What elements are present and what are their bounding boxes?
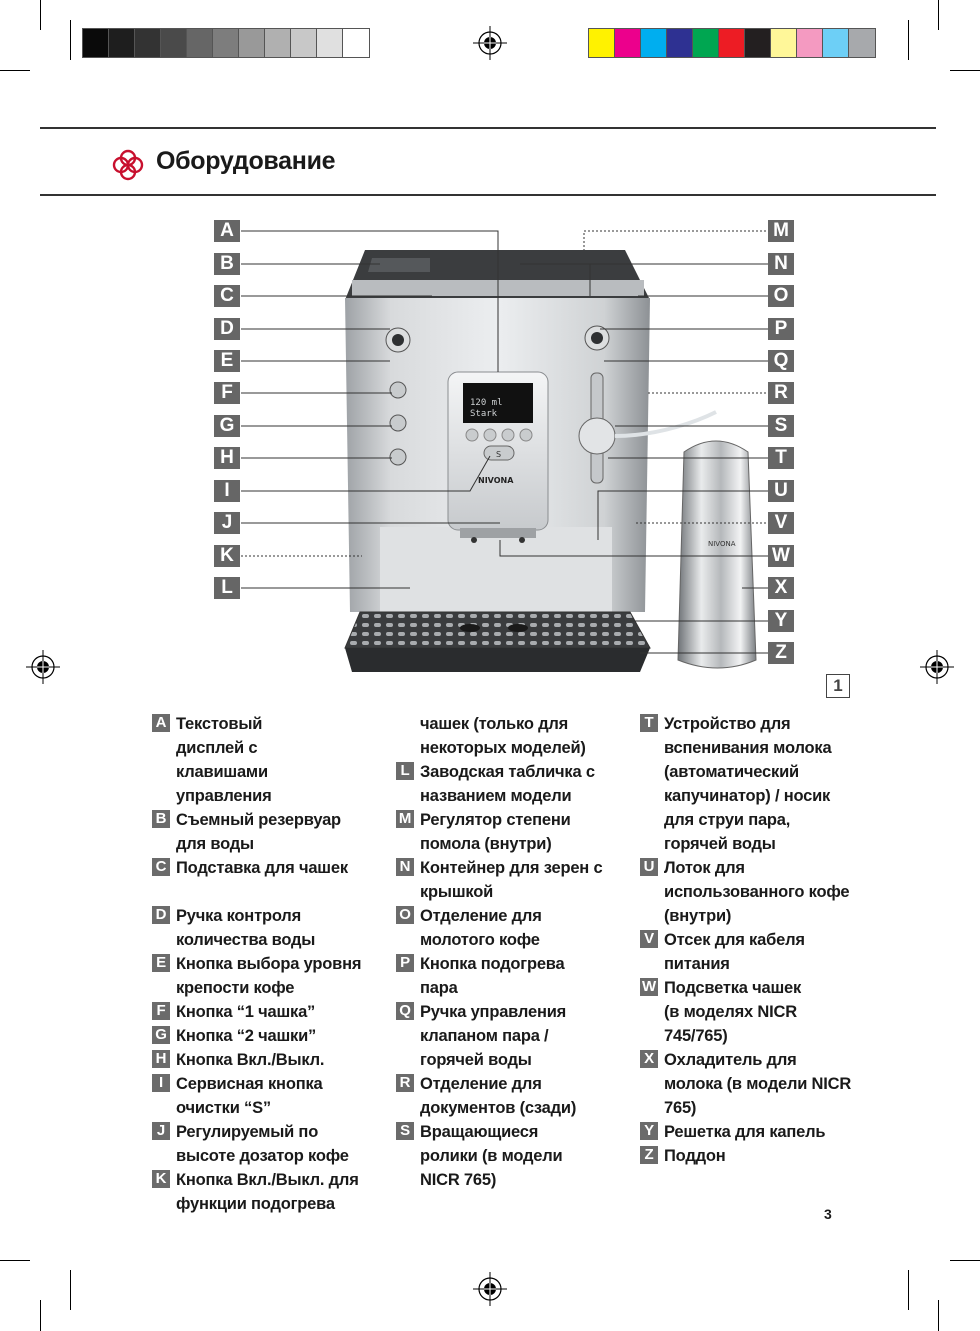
legend-spacer	[152, 880, 372, 904]
legend-letter: K	[152, 1170, 170, 1188]
legend-text: Отсек для кабеля питания	[664, 931, 805, 973]
s-button-label: S	[496, 450, 502, 459]
legend-text: Устройство для вспенивания молока (автоматический капучинатор) / носик для струи пара, горячей воды	[664, 715, 832, 853]
callout-label-o: O	[768, 285, 794, 307]
legend-item	[396, 904, 616, 952]
crop-mark	[70, 1270, 71, 1310]
crop-mark	[908, 1270, 909, 1310]
legend-letter: C	[152, 858, 170, 876]
legend-text: Ручка управления клапаном пара / горячей воды	[420, 1003, 567, 1069]
callout-label-r: R	[768, 382, 794, 404]
callout-label-e: E	[214, 350, 240, 372]
display-text-line2: Stark	[470, 409, 498, 419]
grayscale-calibration-bar	[82, 28, 370, 58]
crop-mark	[908, 20, 909, 60]
legend-text: Отделение для молотого кофе	[420, 907, 542, 949]
callout-label-q: Q	[768, 350, 794, 372]
legend-letter: Y	[640, 1122, 658, 1140]
legend-item	[396, 1000, 616, 1072]
callout-label-t: T	[768, 447, 794, 469]
legend-text: Кнопка подогрева пара	[420, 955, 565, 997]
crop-mark	[0, 70, 30, 71]
legend-letter: H	[152, 1050, 170, 1068]
legend-letter: E	[152, 954, 170, 972]
legend-text: Ручка контроля количества воды	[176, 907, 316, 949]
legend-letter: Z	[640, 1146, 658, 1164]
legend-text: Кнопка “2 чашки”	[176, 1027, 317, 1045]
color-calibration-bar	[588, 28, 876, 58]
crop-mark	[950, 1260, 980, 1261]
legend-item	[396, 712, 616, 760]
registration-mark-icon	[473, 26, 507, 60]
callout-label-y: Y	[768, 610, 794, 632]
legend-letter: N	[396, 858, 414, 876]
legend-item	[396, 1072, 616, 1120]
crop-mark	[0, 1260, 30, 1261]
legend-text: Контейнер для зерен с крышкой	[420, 859, 603, 901]
legend-letter: A	[152, 714, 170, 732]
legend-item	[152, 1120, 372, 1168]
legend-text: Кнопка выбора уровня крепости кофе	[176, 955, 362, 997]
legend-item	[152, 952, 372, 1000]
crop-mark	[938, 0, 939, 30]
legend-item	[396, 760, 616, 808]
legend-letter: W	[640, 978, 658, 996]
legend-letter: J	[152, 1122, 170, 1140]
legend-letter: T	[640, 714, 658, 732]
legend-item	[640, 1048, 860, 1120]
legend-letter: X	[640, 1050, 658, 1068]
callout-label-z: Z	[768, 642, 794, 664]
crop-mark	[40, 0, 41, 30]
legend-item	[640, 1144, 860, 1168]
callout-label-x: X	[768, 577, 794, 599]
legend-letter: Q	[396, 1002, 414, 1020]
legend-item	[396, 1120, 616, 1192]
legend-letter: F	[152, 1002, 170, 1020]
legend-text: Кнопка Вкл./Выкл.	[176, 1051, 325, 1069]
legend-item	[152, 1168, 372, 1216]
legend-item	[640, 1120, 860, 1144]
callout-label-h: H	[214, 447, 240, 469]
legend-letter: M	[396, 810, 414, 828]
page-title: Оборудование	[156, 147, 336, 175]
page-number: 3	[824, 1206, 832, 1222]
legend-item	[640, 856, 860, 928]
callout-label-i: I	[214, 480, 240, 502]
registration-mark-icon	[473, 1272, 507, 1306]
legend-letter: S	[396, 1122, 414, 1140]
display-text-line1: 120 ml	[470, 398, 503, 408]
jug-brand: NIVONA	[708, 540, 736, 548]
legend-item	[396, 952, 616, 1000]
legend-text: Сервисная кнопка очистки “S”	[176, 1075, 323, 1117]
legend-text: Решетка для капель	[664, 1123, 826, 1141]
flower-logo-icon	[108, 145, 148, 185]
callout-label-c: C	[214, 285, 240, 307]
legend-item	[152, 904, 372, 952]
callout-label-j: J	[214, 512, 240, 534]
crop-mark	[950, 70, 980, 71]
callout-label-a: A	[214, 220, 240, 242]
legend-letter: V	[640, 930, 658, 948]
callout-label-u: U	[768, 480, 794, 502]
callout-label-n: N	[768, 253, 794, 275]
legend-letter: G	[152, 1026, 170, 1044]
legend-text: Охладитель для молока (в модели NICR 765)	[664, 1051, 852, 1117]
coffee-machine-figure	[0, 210, 980, 700]
legend-text: Отделение для документов (сзади)	[420, 1075, 577, 1117]
legend-item	[640, 976, 860, 1048]
callout-label-k: K	[214, 545, 240, 567]
legend-item	[152, 1000, 372, 1024]
legend-item	[640, 712, 860, 856]
legend-text: Регулятор степени помола (внутри)	[420, 811, 571, 853]
crop-mark	[40, 1300, 41, 1331]
legend-letter: U	[640, 858, 658, 876]
legend-letter: L	[396, 762, 414, 780]
header-bottom-rule	[40, 194, 936, 196]
callout-label-b: B	[214, 253, 240, 275]
legend-text-continuation: чашек (только для некоторых моделей)	[420, 715, 586, 757]
legend-item	[152, 1072, 372, 1120]
legend-text: Съемный резервуар для воды	[176, 811, 341, 853]
callout-label-s: S	[768, 415, 794, 437]
crop-mark	[70, 20, 71, 60]
legend-text: Текстовый дисплей с клавишами управления	[176, 715, 272, 805]
legend-item	[152, 712, 372, 808]
machine-brand: NIVONA	[478, 476, 514, 485]
legend-text: Поддон	[664, 1147, 726, 1165]
callout-label-f: F	[214, 382, 240, 404]
legend-item	[152, 808, 372, 856]
legend-item	[152, 1024, 372, 1048]
legend-item	[152, 856, 372, 880]
legend-text: Подсветка чашек (в моделях NICR 745/765)	[664, 979, 802, 1045]
header-top-rule	[40, 127, 936, 129]
callout-label-v: V	[768, 512, 794, 534]
legend-text: Кнопка Вкл./Выкл. для функции подогрева	[176, 1171, 359, 1213]
legend-item	[396, 856, 616, 904]
callout-label-m: M	[768, 220, 794, 242]
legend-item	[640, 928, 860, 976]
legend-letter: O	[396, 906, 414, 924]
callout-label-p: P	[768, 318, 794, 340]
legend-text: Кнопка “1 чашка”	[176, 1003, 316, 1021]
callout-label-w: W	[768, 545, 794, 567]
legend-letter: P	[396, 954, 414, 972]
figure-number: 1	[826, 674, 850, 698]
callout-label-g: G	[214, 415, 240, 437]
legend-column-3	[640, 712, 860, 1168]
legend-letter: D	[152, 906, 170, 924]
legend-item	[396, 808, 616, 856]
crop-mark	[938, 1300, 939, 1331]
legend-text: Вращающиеся ролики (в модели NICR 765)	[420, 1123, 563, 1189]
callout-label-l: L	[214, 577, 240, 599]
legend-text: Заводская табличка с названием модели	[420, 763, 595, 805]
legend-column-2	[396, 712, 616, 1192]
legend-column-1	[152, 712, 372, 1216]
legend-letter: B	[152, 810, 170, 828]
legend-text: Регулируемый по высоте дозатор кофе	[176, 1123, 349, 1165]
legend-letter: R	[396, 1074, 414, 1092]
legend-text: Лоток для использованного кофе (внутри)	[664, 859, 850, 925]
legend-item	[152, 1048, 372, 1072]
callout-label-d: D	[214, 318, 240, 340]
legend-text: Подставка для чашек	[176, 859, 348, 877]
legend-letter: I	[152, 1074, 170, 1092]
